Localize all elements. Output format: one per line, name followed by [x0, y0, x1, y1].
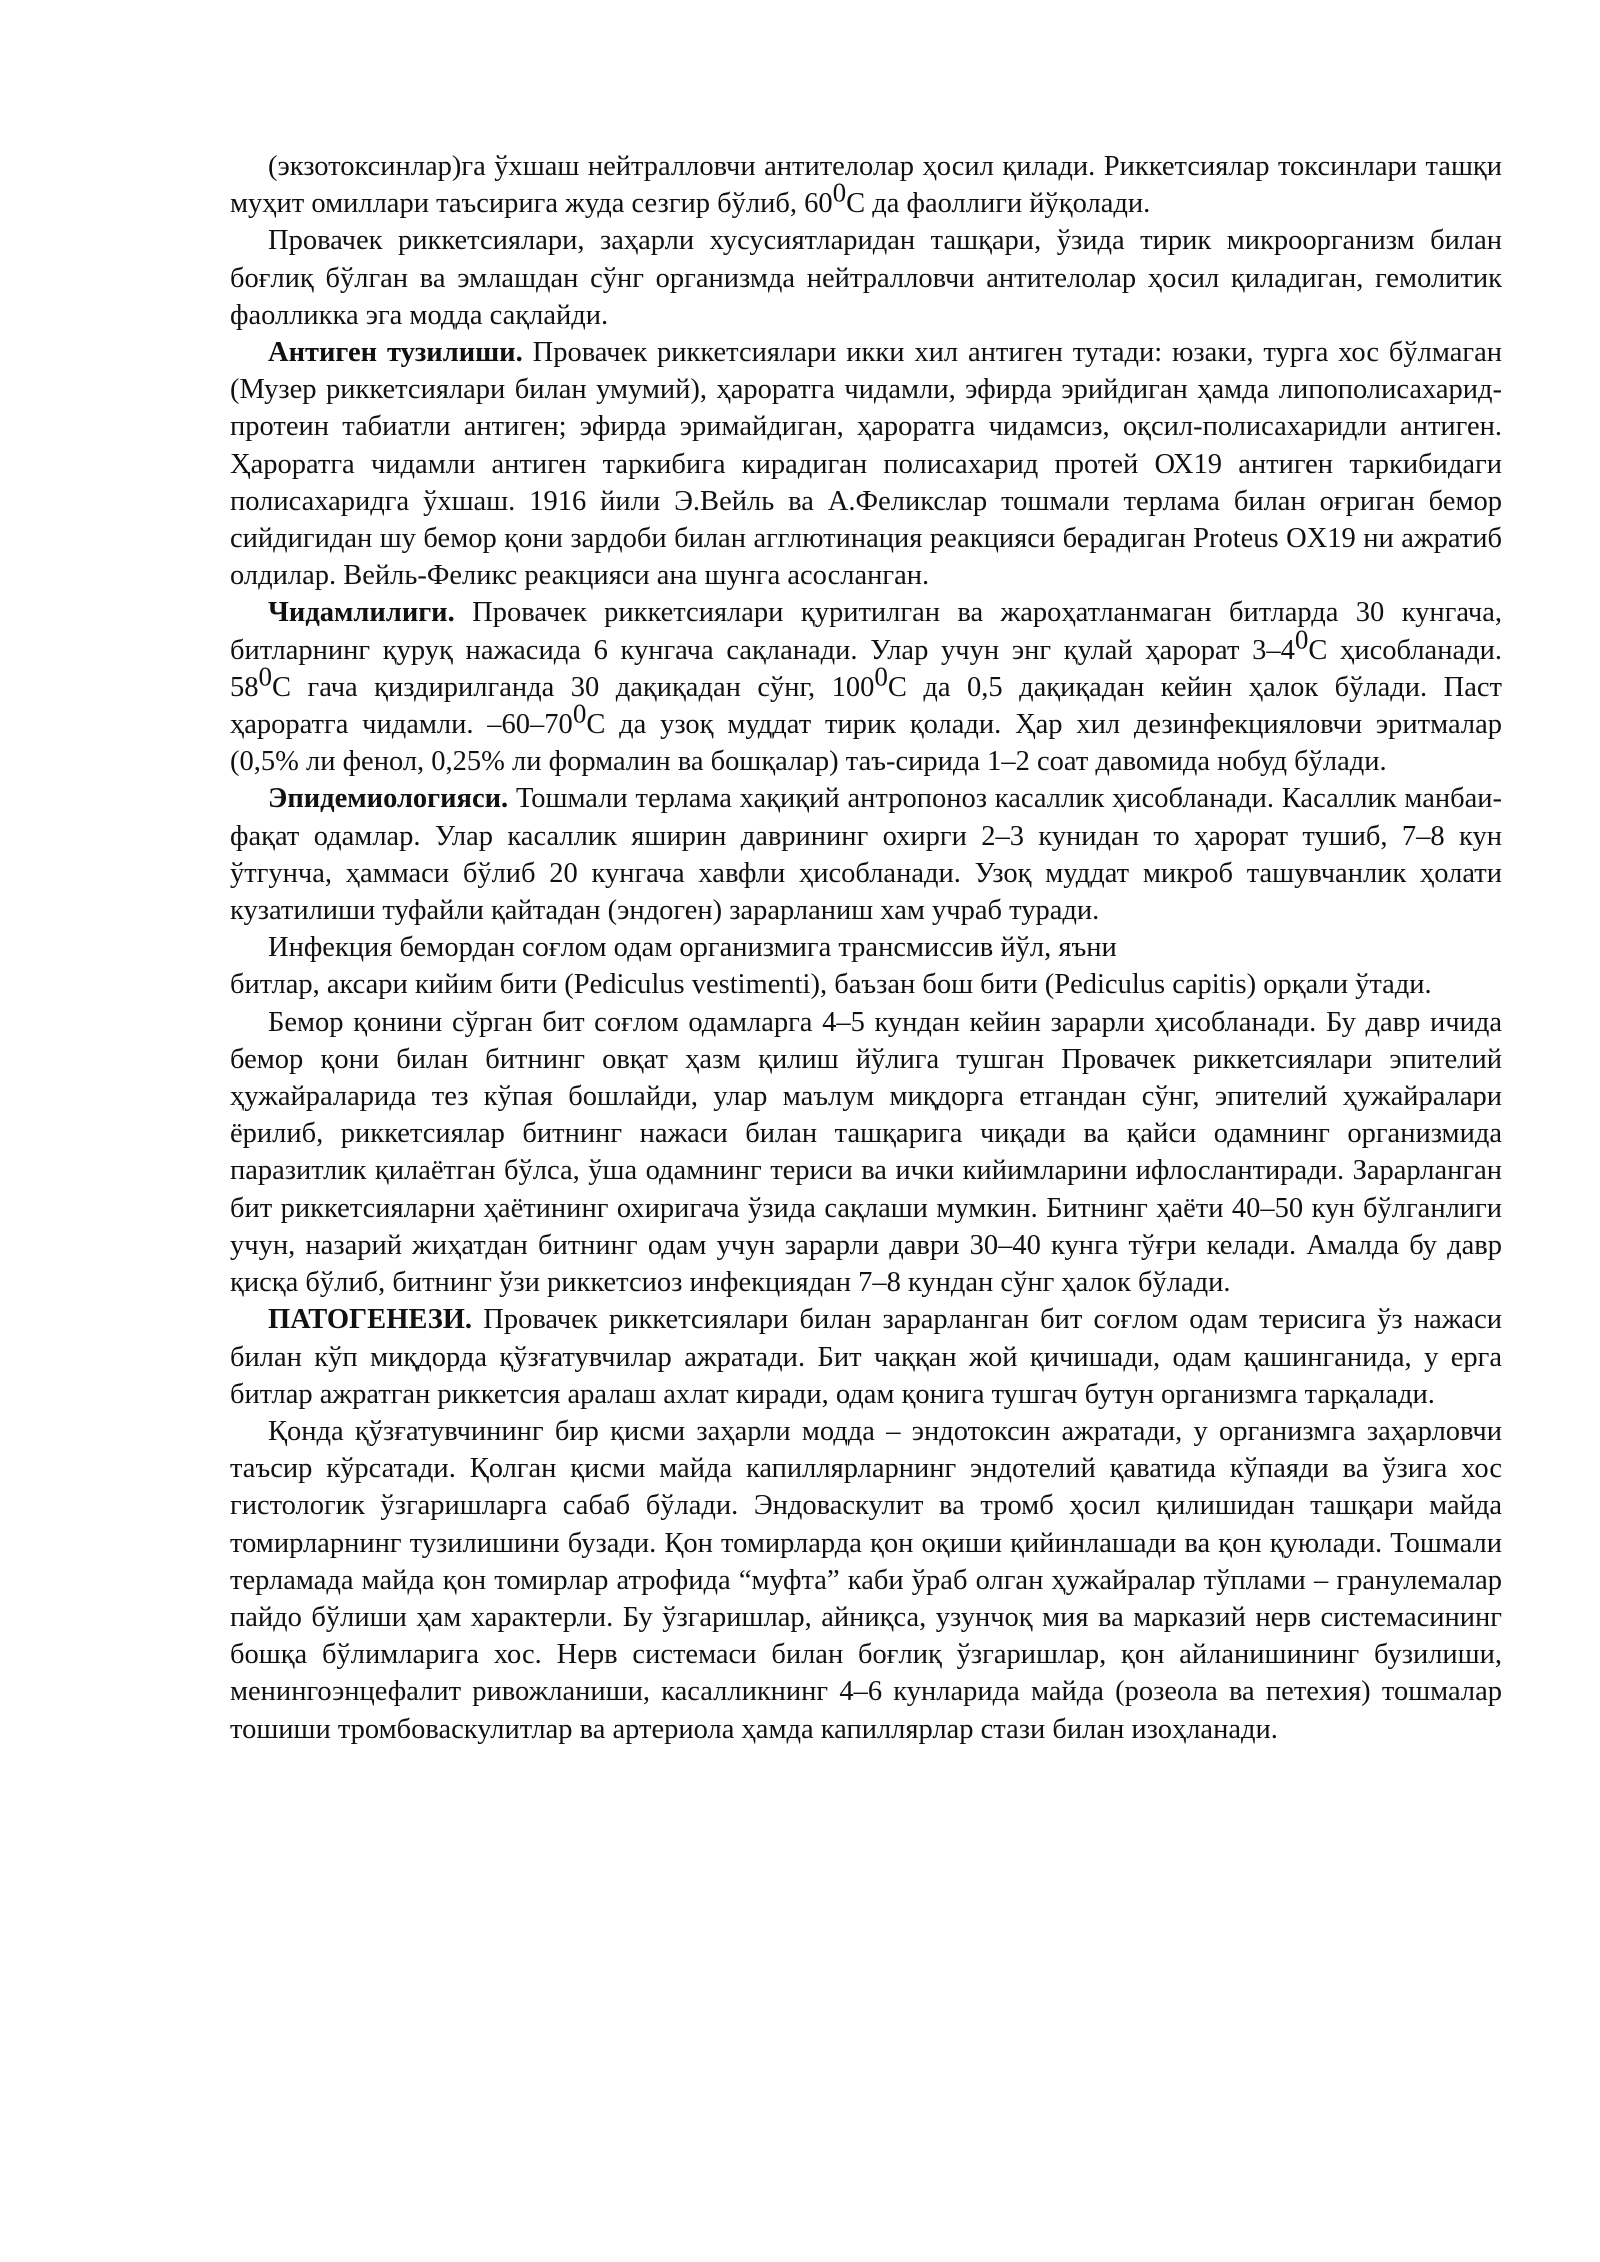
text-run: С да узоқ муддат тирик қолади. Ҳар хил дезинфекцияловчи эритмалар (0,5% ли фенол, 0,25% ли формалин ва бошқалар) таъ-сирида 1–2 соат давомида нобуд бўлади. — [230, 709, 1502, 778]
degree-superscript: 0 — [1294, 624, 1309, 655]
paragraph-hemolytic — [230, 222, 1502, 334]
section-heading-epidemiology: Эпидемиологияси. — [268, 783, 509, 815]
degree-superscript: 0 — [874, 661, 888, 692]
text-run: Қонда қўзғатувчининг бир қисми заҳарли модда – эндотоксин ажратади, у организмга заҳарловчи таъсир кўрсатади. Қолган қисми майда капиллярларнинг эндотелий қаватида кўпаяди ва ўзига хос гистологик ўзгаришларга сабаб бўлади. Эндоваскулит ва тромб ҳосил қилишидан ташқари майда томирларнинг тузилишини бузади. Қон томирларда қон оқиши қийинлашади ва қон қуюлади. Тошмали терламада майда қон томирлар атрофида “муфта” каби ўраб олган ҳужайралар тўплами – гранулемалар пайдо бўлиши ҳам характерли. Бу ўзгаришлар, айниқса, узунчоқ мия ва марказий нерв системасининг бошқа бўлимларига хос. Нерв системаси билан боғлиқ ўзгаришлар, қон айланишининг бузилиши, менингоэнцефалит ривожланиши, касалликнинг 4–6 кунларида майда (розеола ва петехия) тошмалар тошиши тромбоваскулитлар ва артериола ҳамда капиллярлар стази билан изоҳланади. — [230, 1415, 1502, 1745]
paragraph-infection-route — [230, 929, 1502, 966]
paragraph-toxins — [230, 148, 1502, 222]
paragraph-lice — [230, 966, 1502, 1003]
text-run: С ҳисобланади. 58 — [230, 634, 1502, 703]
text-run: Бемор қонини сўрган бит соғлом одамларга 4–5 кундан кейин зарарли ҳисобланади. Бу давр ичида бемор қони билан битнинг овқат ҳазм қилиш йўлига тушган Провачек риккетсиялари эпителий ҳужайраларида тез кўпая бошлайди, улар маълум миқдорга етгандан сўнг, эпителий ҳужайралари ёрилиб, риккетсиялар битнинг нажаси билан ташқарига чиқади ва қайси одамнинг организмида паразитлик қилаётган бўлса, ўша одамнинг териси ва ички кийимларини ифлослантиради. Зарарланган бит риккетсияларни ҳаётининг охиригача ўзида сақлаши мумкин. Битнинг ҳаёти 40–50 кун бўлганлиги учун, назарий жиҳатдан битнинг одам учун зарарли даври 30–40 кунга тўғри келади. Амалда бу давр қисқа бўлиб, битнинг ўзи риккетсиоз инфекциядан 7–8 кундан сўнг ҳалок бўлади. — [230, 1006, 1502, 1299]
paragraph-epidemiology — [230, 780, 1502, 929]
text-run: битлар, аксари кийим бити (Pediculus vestimenti), баъзан бош бити (Pediculus capitis) орқали ўтади. — [230, 969, 1432, 1001]
paragraph-blood-effects — [230, 1413, 1502, 1748]
paragraph-pathogenesis — [230, 1301, 1502, 1413]
section-heading-resistance: Чидамлилиги. — [268, 597, 455, 629]
paragraph-louse-infection — [230, 1004, 1502, 1302]
text-run: Провачек риккетсиялари қуритилган ва жароҳатланмаган битларда 30 кунгача, битларнинг қуруқ нажасида 6 кунгача сақланади. Улар учун энг қулай ҳарорат 3–4 — [230, 597, 1502, 666]
text-run: С да фаоллиги йўқолади. — [846, 188, 1151, 220]
text-run: (экзотоксинлар)га ўхшаш нейтралловчи антителолар ҳосил қилади. Риккетсиялар токсинлари ташқи муҳит омиллари таъсирига жуда сезгир бўлиб, 60 — [230, 151, 1502, 220]
text-run: С да 0,5 дақиқадан кейин ҳалок бўлади. Паст ҳароратга чидамли. –60–70 — [230, 671, 1503, 741]
text-run: Провачек риккетсиялари икки хил антиген тутади: юзаки, турга хос бўлмаган (Музер риккетсиялари билан умумий), ҳароратга чидамли, эфирда эрийдиган ҳамда липополисахарид-протеин табиатли антиген; эфирда эримайдиган, ҳароратга чидамсиз, оқсил-полисахаридли антиген. Ҳароратга чидамли антиген таркибига кирадиган полисахарид протей ОХ19 антиген таркибидаги полисахаридга ўхшаш. 1916 йили Э.Вейль ва А.Феликслар тошмали терлама билан оғриган бемор сийдигидан шу бемор қони зардоби билан агглютинация реакцияси берадиган Proteus OX19 ни ажратиб олдилар. Вейль-Феликс реакцияси ана шунга асосланган. — [230, 337, 1502, 592]
degree-superscript: 0 — [572, 698, 587, 729]
text-run: Провачек риккетсиялари, заҳарли хусусиятларидан ташқари, ўзида тирик микроорганизм билан боғлиқ бўлган ва эмлашдан сўнг организмда нейтралловчи антителолар ҳосил қиладиган, гемолитик фаолликка эга модда сақлайди. — [230, 225, 1502, 331]
paragraph-antigen-structure — [230, 334, 1502, 594]
text-run: Тошмали терлама хақиқий антропоноз касаллик ҳисобланади. Касаллик манбаи-фақат одамлар. Улар касаллик яширин даврининг охирги 2–3 кунидан то ҳарорат тушиб, 7–8 кун ўтгунча, ҳаммаси бўлиб 20 кунгача хавфли ҳисобланади. Узоқ муддат микроб ташувчанлик ҳолати кузатилиши туфайли қайтадан (эндоген) зарарланиш хам учраб туради. — [230, 783, 1502, 927]
text-run: Провачек риккетсиялари билан зарарланган бит соғлом одам терисига ўз нажаси билан кўп миқдорда қўзғатувчилар ажратади. Бит чаққан жой қичишади, одам қашинганида, у ерга битлар ажратган риккетсия аралаш ахлат киради, одам қонига тушгач бутун организмга тарқалади. — [230, 1304, 1502, 1410]
text-run: С гача қиздирилганда 30 дақиқадан сўнг, 100 — [272, 671, 875, 703]
section-heading-antigen: Антиген тузилиши. — [268, 337, 523, 369]
paragraph-resistance — [230, 594, 1502, 780]
section-heading-pathogenesis: ПАТОГЕНЕЗИ. — [268, 1304, 473, 1336]
degree-superscript: 0 — [832, 177, 847, 208]
text-run: Инфекция бемордан соғлом одам организмига трансмиссив йўл, яъни — [268, 932, 1117, 964]
degree-superscript: 0 — [258, 661, 273, 692]
